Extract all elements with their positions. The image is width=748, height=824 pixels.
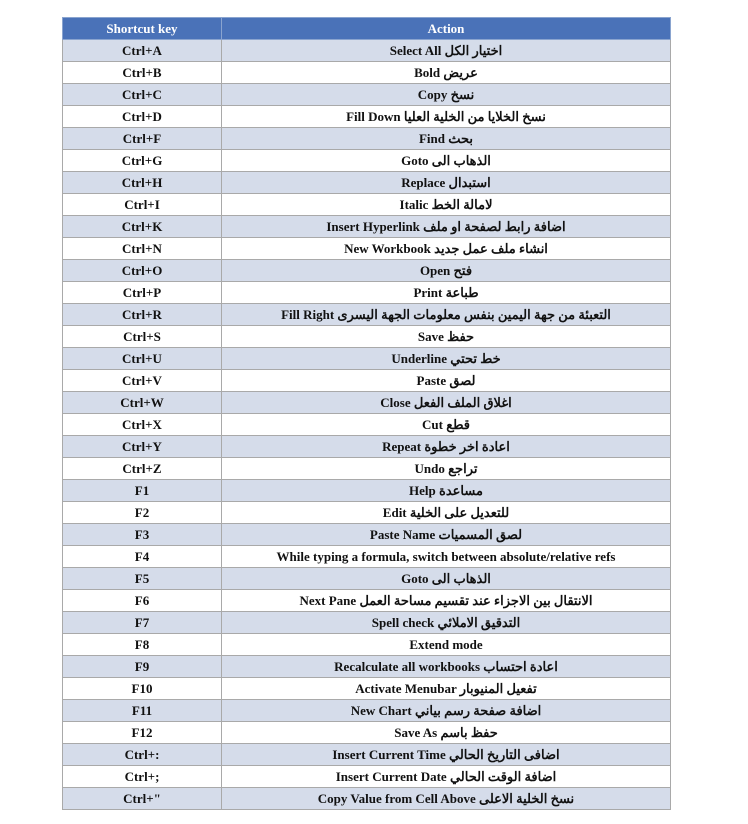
header-shortcut-key: Shortcut key <box>63 18 222 40</box>
action-cell <box>222 480 671 502</box>
table-row <box>63 150 671 172</box>
action-cell <box>222 612 671 634</box>
action-cell <box>222 282 671 304</box>
shortcut-key-cell: Ctrl+Z <box>63 458 222 480</box>
table-row <box>63 524 671 546</box>
action-cell <box>222 106 671 128</box>
table-row <box>63 414 671 436</box>
action-cell <box>222 172 671 194</box>
shortcut-key-cell: Ctrl+Y <box>63 436 222 458</box>
action-text: Insert Current Date اضافة الوقت الحالي <box>335 768 557 784</box>
table-row <box>63 678 671 700</box>
action-text: Cut قطع <box>421 416 470 432</box>
action-text: Print طباعة <box>413 284 479 300</box>
action-text: Replace استبدال <box>401 174 491 190</box>
action-text: Activate Menubar تفعيل المنيوبار <box>355 680 537 696</box>
action-cell <box>222 326 671 348</box>
shortcut-key-cell: Ctrl+F <box>63 128 222 150</box>
action-text: Bold عريض <box>414 64 478 80</box>
shortcut-key-cell: Ctrl+N <box>63 238 222 260</box>
shortcut-key-cell: F8 <box>63 634 222 656</box>
table-row <box>63 194 671 216</box>
action-text: Next Pane الانتقال بين الاجزاء عند تقسيم مساحة العمل <box>299 592 593 608</box>
action-cell <box>222 744 671 766</box>
shortcut-key-cell: F3 <box>63 524 222 546</box>
table-row <box>63 216 671 238</box>
action-text: Insert Current Time اضافى التاريخ الحالي <box>332 746 560 762</box>
shortcut-key-cell: F10 <box>63 678 222 700</box>
action-cell <box>222 436 671 458</box>
shortcut-key-cell: Ctrl+: <box>63 744 222 766</box>
shortcut-key-cell: F11 <box>63 700 222 722</box>
table-row <box>63 590 671 612</box>
shortcut-key-cell: Ctrl+A <box>63 40 222 62</box>
action-text: Goto الذهاب الى <box>401 152 491 168</box>
table-row <box>63 568 671 590</box>
table-row <box>63 238 671 260</box>
shortcut-table-container <box>62 17 672 810</box>
action-text: Copy Value from Cell Above نسخ الخلية الاعلى <box>317 790 575 806</box>
action-cell <box>222 656 671 678</box>
action-cell <box>222 216 671 238</box>
table-row <box>63 502 671 524</box>
table-row <box>63 84 671 106</box>
table-row <box>63 128 671 150</box>
table-row <box>63 656 671 678</box>
action-text: Find بحث <box>418 130 474 146</box>
action-text: Underline خط تحتي <box>391 350 501 366</box>
action-cell <box>222 700 671 722</box>
shortcut-key-cell: Ctrl+W <box>63 392 222 414</box>
shortcut-key-cell: Ctrl+D <box>63 106 222 128</box>
table-row <box>63 634 671 656</box>
action-cell <box>222 634 671 656</box>
table-row <box>63 172 671 194</box>
table-row <box>63 612 671 634</box>
table-row <box>63 282 671 304</box>
action-cell <box>222 370 671 392</box>
shortcut-key-cell: Ctrl+G <box>63 150 222 172</box>
action-text: Repeat اعادة اخر خطوة <box>382 438 510 454</box>
shortcut-key-cell: Ctrl+H <box>63 172 222 194</box>
shortcut-key-cell: F7 <box>63 612 222 634</box>
table-row <box>63 744 671 766</box>
shortcut-key-cell: Ctrl+U <box>63 348 222 370</box>
shortcut-key-cell: F1 <box>63 480 222 502</box>
action-text: New Workbook انشاء ملف عمل جديد <box>344 240 548 256</box>
table-row <box>63 326 671 348</box>
table-row <box>63 788 671 810</box>
table-row <box>63 766 671 788</box>
action-text: Save حفظ <box>417 328 475 344</box>
shortcut-key-cell: F5 <box>63 568 222 590</box>
action-cell <box>222 766 671 788</box>
action-cell <box>222 62 671 84</box>
shortcut-key-cell: Ctrl+C <box>63 84 222 106</box>
action-text: Goto الذهاب الى <box>401 570 491 586</box>
action-text: Recalculate all workbooks اعادة احتساب <box>334 658 558 674</box>
shortcut-key-cell: F6 <box>63 590 222 612</box>
table-row <box>63 40 671 62</box>
shortcut-key-cell: Ctrl+P <box>63 282 222 304</box>
shortcut-key-cell: Ctrl+O <box>63 260 222 282</box>
action-cell <box>222 568 671 590</box>
table-row <box>63 260 671 282</box>
action-cell <box>222 40 671 62</box>
shortcut-key-cell: Ctrl+R <box>63 304 222 326</box>
action-text: Italic لامالة الخط <box>399 196 493 212</box>
shortcut-key-cell: F4 <box>63 546 222 568</box>
action-cell <box>222 260 671 282</box>
action-cell <box>222 546 671 568</box>
action-text: Paste Name لصق المسميات <box>369 526 523 542</box>
table-row <box>63 106 671 128</box>
shortcut-key-cell: Ctrl+V <box>63 370 222 392</box>
table-row <box>63 546 671 568</box>
shortcut-key-cell: Ctrl+X <box>63 414 222 436</box>
action-cell <box>222 128 671 150</box>
table-row <box>63 458 671 480</box>
action-text: Open فتح <box>419 262 473 278</box>
action-cell <box>222 238 671 260</box>
action-text: Close اغلاق الملف الفعل <box>380 394 512 410</box>
table-row <box>63 722 671 744</box>
shortcut-key-cell: Ctrl+I <box>63 194 222 216</box>
action-cell <box>222 722 671 744</box>
action-text: Insert Hyperlink اضافة رابط لصفحة او ملف <box>326 218 566 234</box>
action-text: Select All اختيار الكل <box>389 42 503 58</box>
shortcut-key-cell: Ctrl+B <box>63 62 222 84</box>
table-row <box>63 370 671 392</box>
shortcut-key-cell: Ctrl+; <box>63 766 222 788</box>
action-cell <box>222 524 671 546</box>
action-cell <box>222 678 671 700</box>
action-text: Extend mode <box>409 636 483 652</box>
action-text: Paste لصق <box>416 372 476 388</box>
action-cell <box>222 194 671 216</box>
table-row <box>63 62 671 84</box>
action-cell <box>222 150 671 172</box>
action-cell <box>222 590 671 612</box>
header-action: Action <box>222 18 671 40</box>
table-row <box>63 700 671 722</box>
action-text: New Chart اضافة صفحة رسم بياني <box>350 702 542 718</box>
action-text: Save As حفظ باسم <box>394 724 498 740</box>
action-text: While typing a formula, switch between absolute/relative refs <box>276 548 616 564</box>
action-cell <box>222 502 671 524</box>
table-body <box>63 40 671 810</box>
action-text: Fill Down نسخ الخلايا من الخلية العليا <box>346 108 546 124</box>
table-row <box>63 436 671 458</box>
shortcut-key-cell: F9 <box>63 656 222 678</box>
action-text: Edit للتعديل على الخلية <box>382 504 510 520</box>
action-cell <box>222 304 671 326</box>
action-text: Copy نسخ <box>417 86 475 102</box>
action-cell <box>222 84 671 106</box>
table-row <box>63 304 671 326</box>
action-text: Undo تراجع <box>414 460 478 476</box>
shortcut-key-cell: F12 <box>63 722 222 744</box>
table-row <box>63 392 671 414</box>
action-text: Help مساعدة <box>409 482 483 498</box>
action-cell <box>222 348 671 370</box>
action-text: Spell check التدقيق الاملائي <box>371 614 521 630</box>
action-text: Fill Right التعبئة من جهة اليمين بنفس معلومات الجهة اليسرى <box>281 306 611 322</box>
shortcut-key-cell: Ctrl+" <box>63 788 222 810</box>
table-header-row <box>63 18 671 40</box>
shortcut-key-cell: Ctrl+S <box>63 326 222 348</box>
shortcut-table <box>62 17 671 810</box>
shortcut-key-cell: Ctrl+K <box>63 216 222 238</box>
action-cell <box>222 458 671 480</box>
table-row <box>63 480 671 502</box>
shortcut-key-cell: F2 <box>63 502 222 524</box>
action-cell <box>222 392 671 414</box>
action-cell <box>222 788 671 810</box>
action-cell <box>222 414 671 436</box>
table-row <box>63 348 671 370</box>
